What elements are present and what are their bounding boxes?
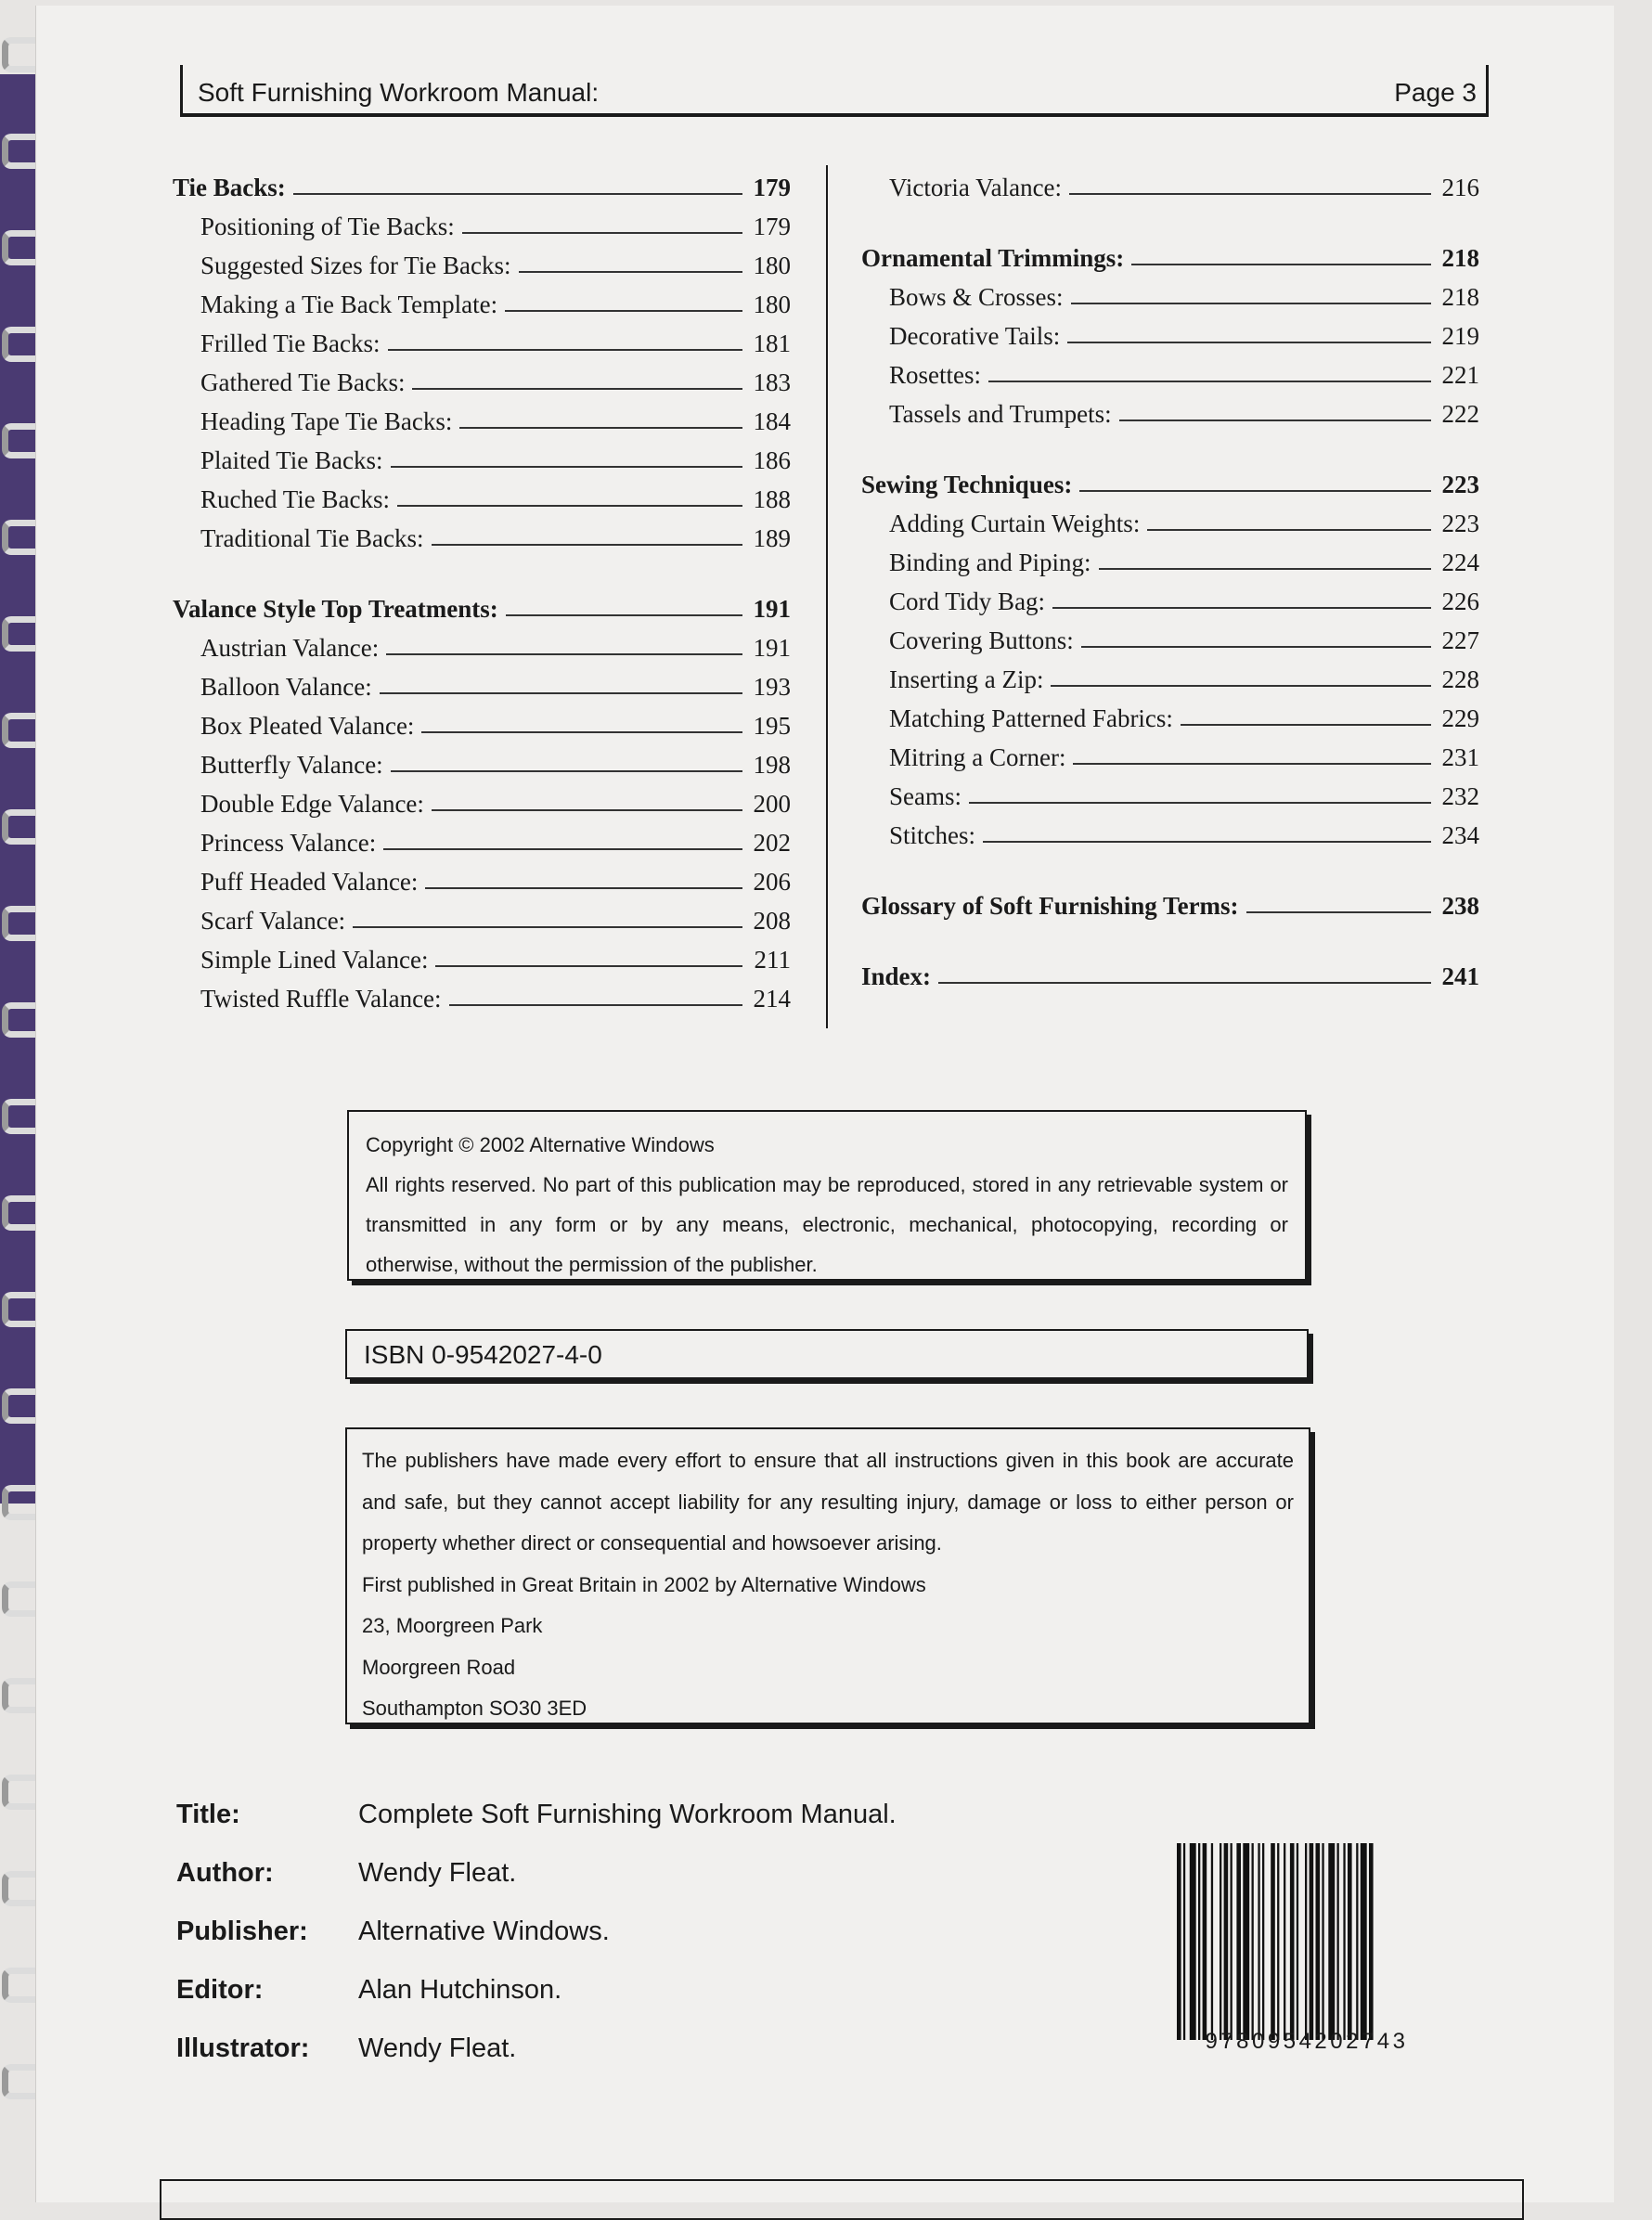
toc-label: Making a Tie Back Template: <box>200 290 498 318</box>
toc-label: Decorative Tails: <box>889 322 1061 350</box>
toc-label: Victoria Valance: <box>889 174 1063 201</box>
barcode-bar <box>1310 1843 1314 2040</box>
toc-page-number: 211 <box>754 946 791 974</box>
barcode-bar <box>1305 1843 1307 2040</box>
toc-label: Seams: <box>889 782 962 810</box>
toc-label: Heading Tape Tie Backs: <box>200 407 453 435</box>
toc-entry <box>861 390 1479 429</box>
toc-page-number: 195 <box>753 712 791 740</box>
book-info-value: Alan Hutchinson. <box>358 1975 562 2005</box>
toc-entry <box>861 694 1479 733</box>
toc-page-number: 234 <box>1441 821 1479 849</box>
leader-line <box>412 388 742 390</box>
leader-line <box>380 692 742 694</box>
leader-line <box>383 848 742 850</box>
barcode-bar <box>1258 1843 1259 2040</box>
leader-line <box>983 841 1431 843</box>
barcode-bar <box>1231 1843 1233 2040</box>
toc-page-number: 180 <box>753 290 791 318</box>
toc-heading <box>861 882 1479 921</box>
book-info-key: Title: <box>176 1800 240 1829</box>
barcode-bar <box>1243 1843 1249 2040</box>
leader-line <box>353 926 742 928</box>
leader-line <box>462 232 742 234</box>
leader-line <box>386 653 742 655</box>
toc-entry <box>173 741 791 780</box>
toc-entry <box>173 319 791 358</box>
toc-page-number: 183 <box>753 368 791 396</box>
leader-line <box>421 731 742 733</box>
toc-page-number: 223 <box>1441 471 1479 498</box>
book-info-key: Publisher: <box>176 1917 308 1946</box>
toc-label: Bows & Crosses: <box>889 283 1064 311</box>
book-info-value: Wendy Fleat. <box>358 2033 517 2063</box>
leader-line <box>506 614 742 616</box>
barcode-bar <box>1203 1843 1207 2040</box>
barcode-bar <box>1284 1843 1285 2040</box>
toc-label: Suggested Sizes for Tie Backs: <box>200 252 511 279</box>
barcode-bar <box>1290 1843 1295 2040</box>
leader-line <box>432 809 742 811</box>
isbn-text: ISBN 0-9542027-4-0 <box>364 1340 602 1369</box>
header-page-number: Page 3 <box>1394 78 1477 107</box>
book-info-value: Alternative Windows. <box>358 1917 610 1946</box>
book-info-key: Illustrator: <box>176 2033 310 2063</box>
toc-page-number: 206 <box>753 868 791 896</box>
barcode-bar <box>1316 1843 1321 2040</box>
toc-label: Scarf Valance: <box>200 907 346 935</box>
toc-page-number: 218 <box>1441 283 1479 311</box>
copyright-line: Copyright © 2002 Alternative Windows <box>366 1133 715 1156</box>
leader-line <box>1081 646 1431 648</box>
toc-entry <box>861 772 1479 811</box>
toc-page-number: 208 <box>753 907 791 935</box>
barcode-bar <box>1356 1843 1358 2040</box>
toc-page-number: 193 <box>753 673 791 701</box>
leader-line <box>519 271 743 273</box>
toc-entry <box>173 624 791 663</box>
toc-entry <box>861 577 1479 616</box>
toc-label: Plaited Tie Backs: <box>200 446 383 474</box>
toc-label: Simple Lined Valance: <box>200 946 429 974</box>
toc-label: Twisted Ruffle Valance: <box>200 985 442 1013</box>
toc-label: Valance Style Top Treatments: <box>173 595 498 623</box>
barcode-bar <box>1348 1843 1352 2040</box>
toc-label: Matching Patterned Fabrics: <box>889 704 1173 732</box>
toc-entry <box>861 616 1479 655</box>
toc-page-number: 202 <box>753 829 791 857</box>
leader-line <box>1069 193 1431 195</box>
toc-label: Positioning of Tie Backs: <box>200 213 455 240</box>
toc-entry <box>173 936 791 974</box>
toc-label: Cord Tidy Bag: <box>889 587 1046 615</box>
barcode <box>1177 1843 1433 2040</box>
toc-page-number: 227 <box>1441 626 1479 654</box>
toc-page-number: 191 <box>753 595 791 623</box>
toc-label: Covering Buttons: <box>889 626 1074 654</box>
toc-entry <box>173 241 791 280</box>
toc-section <box>173 585 791 1013</box>
toc-entry <box>861 273 1479 312</box>
leader-line <box>425 887 742 889</box>
leader-line <box>1067 342 1431 343</box>
publisher-box <box>345 1427 1310 1724</box>
toc-label: Ornamental Trimmings: <box>861 244 1125 272</box>
toc-heading <box>861 952 1479 991</box>
isbn-box <box>345 1329 1309 1379</box>
toc-page-number: 226 <box>1441 587 1479 615</box>
toc-label: Tassels and Trumpets: <box>889 400 1112 428</box>
next-box-edge <box>160 2179 1524 2220</box>
toc-entry <box>861 163 1479 202</box>
toc-page-number: 179 <box>753 213 791 240</box>
toc-page-number: 223 <box>1441 510 1479 537</box>
binding-cover-strip <box>0 74 37 1504</box>
leader-line <box>505 310 742 312</box>
toc-label: Puff Headed Valance: <box>200 868 419 896</box>
leader-line <box>1051 685 1431 687</box>
toc-label: Sewing Techniques: <box>861 471 1073 498</box>
toc-label: Tie Backs: <box>173 174 286 201</box>
barcode-bar <box>1369 1843 1374 2040</box>
toc-page-number: 181 <box>753 329 791 357</box>
toc-entry <box>173 475 791 514</box>
barcode-bar <box>1190 1843 1196 2040</box>
toc-section <box>861 882 1479 921</box>
book-info <box>176 1786 897 2078</box>
address-line: Moorgreen Road <box>362 1655 516 1679</box>
toc-page-number: 241 <box>1441 962 1479 990</box>
toc-heading <box>861 234 1479 273</box>
toc-label: Double Edge Valance: <box>200 790 424 818</box>
book-info-row <box>176 1903 897 1961</box>
leader-line <box>388 349 742 351</box>
toc-page-number: 231 <box>1441 743 1479 771</box>
leader-line <box>938 982 1431 984</box>
toc-entry <box>173 397 791 436</box>
toc-page-number: 216 <box>1441 174 1479 201</box>
toc-entry <box>173 897 791 936</box>
address-line: Southampton SO30 3ED <box>362 1697 587 1720</box>
toc-section <box>173 163 791 553</box>
toc-label: Stitches: <box>889 821 975 849</box>
toc-label: Ruched Tie Backs: <box>200 485 391 513</box>
toc-entry <box>173 858 791 897</box>
leader-line <box>988 381 1431 382</box>
toc-page-number: 200 <box>753 790 791 818</box>
toc-page-number: 232 <box>1441 782 1479 810</box>
toc-entry <box>861 538 1479 577</box>
book-info-value: Wendy Fleat. <box>358 1858 517 1888</box>
toc-entry <box>173 514 791 553</box>
barcode-bar <box>1252 1843 1254 2040</box>
disclaimer-text: The publishers have made every effort to ensure that all instructions given in this book are accurate and safe, but they cannot accept liability for any resulting injury, damage or loss to either person or property whether direct or consequential and howsoever arising. <box>362 1449 1294 1555</box>
barcode-bar <box>1271 1843 1275 2040</box>
toc-heading <box>861 460 1479 499</box>
toc-label: Inserting a Zip: <box>889 665 1044 693</box>
book-info-key: Editor: <box>176 1975 264 2005</box>
leader-line <box>1181 724 1431 726</box>
barcode-number: 9780954202743 <box>1205 2029 1409 2054</box>
book-info-row <box>176 2020 897 2078</box>
toc-page-number: 184 <box>753 407 791 435</box>
toc-label: Binding and Piping: <box>889 549 1091 576</box>
toc-entry <box>173 202 791 241</box>
barcode-bar <box>1361 1843 1367 2040</box>
toc-label: Rosettes: <box>889 361 981 389</box>
toc-label: Mitring a Corner: <box>889 743 1066 771</box>
toc-label: Adding Curtain Weights: <box>889 510 1141 537</box>
column-divider <box>826 165 828 1028</box>
leader-line <box>1147 529 1431 531</box>
toc-page-number: 228 <box>1441 665 1479 693</box>
address-line: 23, Moorgreen Park <box>362 1614 543 1637</box>
toc-page-number: 238 <box>1441 892 1479 920</box>
barcode-bar <box>1198 1843 1200 2040</box>
barcode-bar <box>1297 1843 1298 2040</box>
leader-line <box>435 965 742 967</box>
book-info-key: Author: <box>176 1858 274 1888</box>
leader-line <box>1131 264 1431 265</box>
leader-line <box>1119 419 1431 421</box>
toc-section <box>861 460 1479 850</box>
toc-label: Balloon Valance: <box>200 673 372 701</box>
toc-entry <box>173 702 791 741</box>
toc-entry <box>861 351 1479 390</box>
barcode-bar <box>1262 1843 1264 2040</box>
toc-label: Index: <box>861 962 932 990</box>
toc-page-number: 189 <box>753 524 791 552</box>
toc-label: Austrian Valance: <box>200 634 380 662</box>
toc-entry <box>173 280 791 319</box>
toc-label: Box Pleated Valance: <box>200 712 415 740</box>
book-info-row <box>176 1786 897 1844</box>
toc-right-column <box>861 163 1479 991</box>
leader-line <box>1099 568 1431 570</box>
toc-entry <box>173 974 791 1013</box>
toc-page-number: 219 <box>1441 322 1479 350</box>
copyright-box <box>347 1110 1307 1281</box>
leader-line <box>1079 490 1431 492</box>
toc-page-number: 221 <box>1441 361 1479 389</box>
barcode-bar <box>1277 1843 1279 2040</box>
toc-entry <box>861 655 1479 694</box>
toc-label: Butterfly Valance: <box>200 751 383 779</box>
toc-section <box>861 952 1479 991</box>
toc-entry <box>861 733 1479 772</box>
toc-entry <box>173 780 791 819</box>
leader-line <box>969 802 1431 804</box>
barcode-bar <box>1220 1843 1221 2040</box>
toc-left-column <box>173 163 791 1013</box>
leader-line <box>432 544 742 546</box>
toc-page-number: 214 <box>753 985 791 1013</box>
barcode-bar <box>1224 1843 1229 2040</box>
toc-label: Frilled Tie Backs: <box>200 329 381 357</box>
book-info-row <box>176 1961 897 2020</box>
toc-page-number: 222 <box>1441 400 1479 428</box>
barcode-bar <box>1211 1843 1213 2040</box>
first-published-text: First published in Great Britain in 2002 by Alternative Windows <box>362 1572 926 1596</box>
toc-page-number: 188 <box>753 485 791 513</box>
toc-heading <box>173 163 791 202</box>
toc-page-number: 224 <box>1441 549 1479 576</box>
toc-entry <box>861 811 1479 850</box>
toc-page-number: 180 <box>753 252 791 279</box>
toc-label: Princess Valance: <box>200 829 377 857</box>
barcode-bar <box>1183 1843 1185 2040</box>
barcode-bar <box>1343 1843 1345 2040</box>
toc-page-number: 179 <box>753 174 791 201</box>
leader-line <box>1052 607 1431 609</box>
toc-section <box>861 163 1479 202</box>
copyright-body: All rights reserved. No part of this publication may be reproduced, stored in any retrievable system or transmitted in any form or by any means, electronic, mechanical, photocopying, recording or otherwise, without the permission of the publisher. <box>366 1173 1288 1276</box>
toc-entry <box>173 819 791 858</box>
toc-page-number: 198 <box>753 751 791 779</box>
toc-label: Traditional Tie Backs: <box>200 524 424 552</box>
leader-line <box>391 770 742 772</box>
book-info-row <box>176 1844 897 1903</box>
toc-label: Gathered Tie Backs: <box>200 368 406 396</box>
toc-entry <box>173 436 791 475</box>
barcode-bar <box>1322 1843 1323 2040</box>
leader-line <box>1246 911 1431 913</box>
leader-line <box>397 505 742 507</box>
toc-entry <box>861 499 1479 538</box>
leader-line <box>449 1004 742 1006</box>
toc-label: Glossary of Soft Furnishing Terms: <box>861 892 1239 920</box>
toc-entry <box>861 312 1479 351</box>
header-title: Soft Furnishing Workroom Manual: <box>198 78 600 107</box>
toc-page-number: 218 <box>1441 244 1479 272</box>
toc-page-number: 186 <box>753 446 791 474</box>
leader-line <box>1071 303 1431 304</box>
toc-heading <box>173 585 791 624</box>
barcode-bar <box>1236 1843 1241 2040</box>
toc-page-number: 191 <box>753 634 791 662</box>
book-info-value: Complete Soft Furnishing Workroom Manual. <box>358 1800 897 1829</box>
barcode-bar <box>1177 1843 1181 2040</box>
barcode-bar <box>1328 1843 1335 2040</box>
leader-line <box>459 427 742 429</box>
leader-line <box>1073 763 1431 765</box>
leader-line <box>391 466 742 468</box>
toc-entry <box>173 663 791 702</box>
toc-entry <box>173 358 791 397</box>
leader-line <box>293 193 742 195</box>
barcode-bar <box>1337 1843 1339 2040</box>
page-header <box>180 65 1489 117</box>
toc-section <box>861 234 1479 429</box>
toc-page-number: 229 <box>1441 704 1479 732</box>
